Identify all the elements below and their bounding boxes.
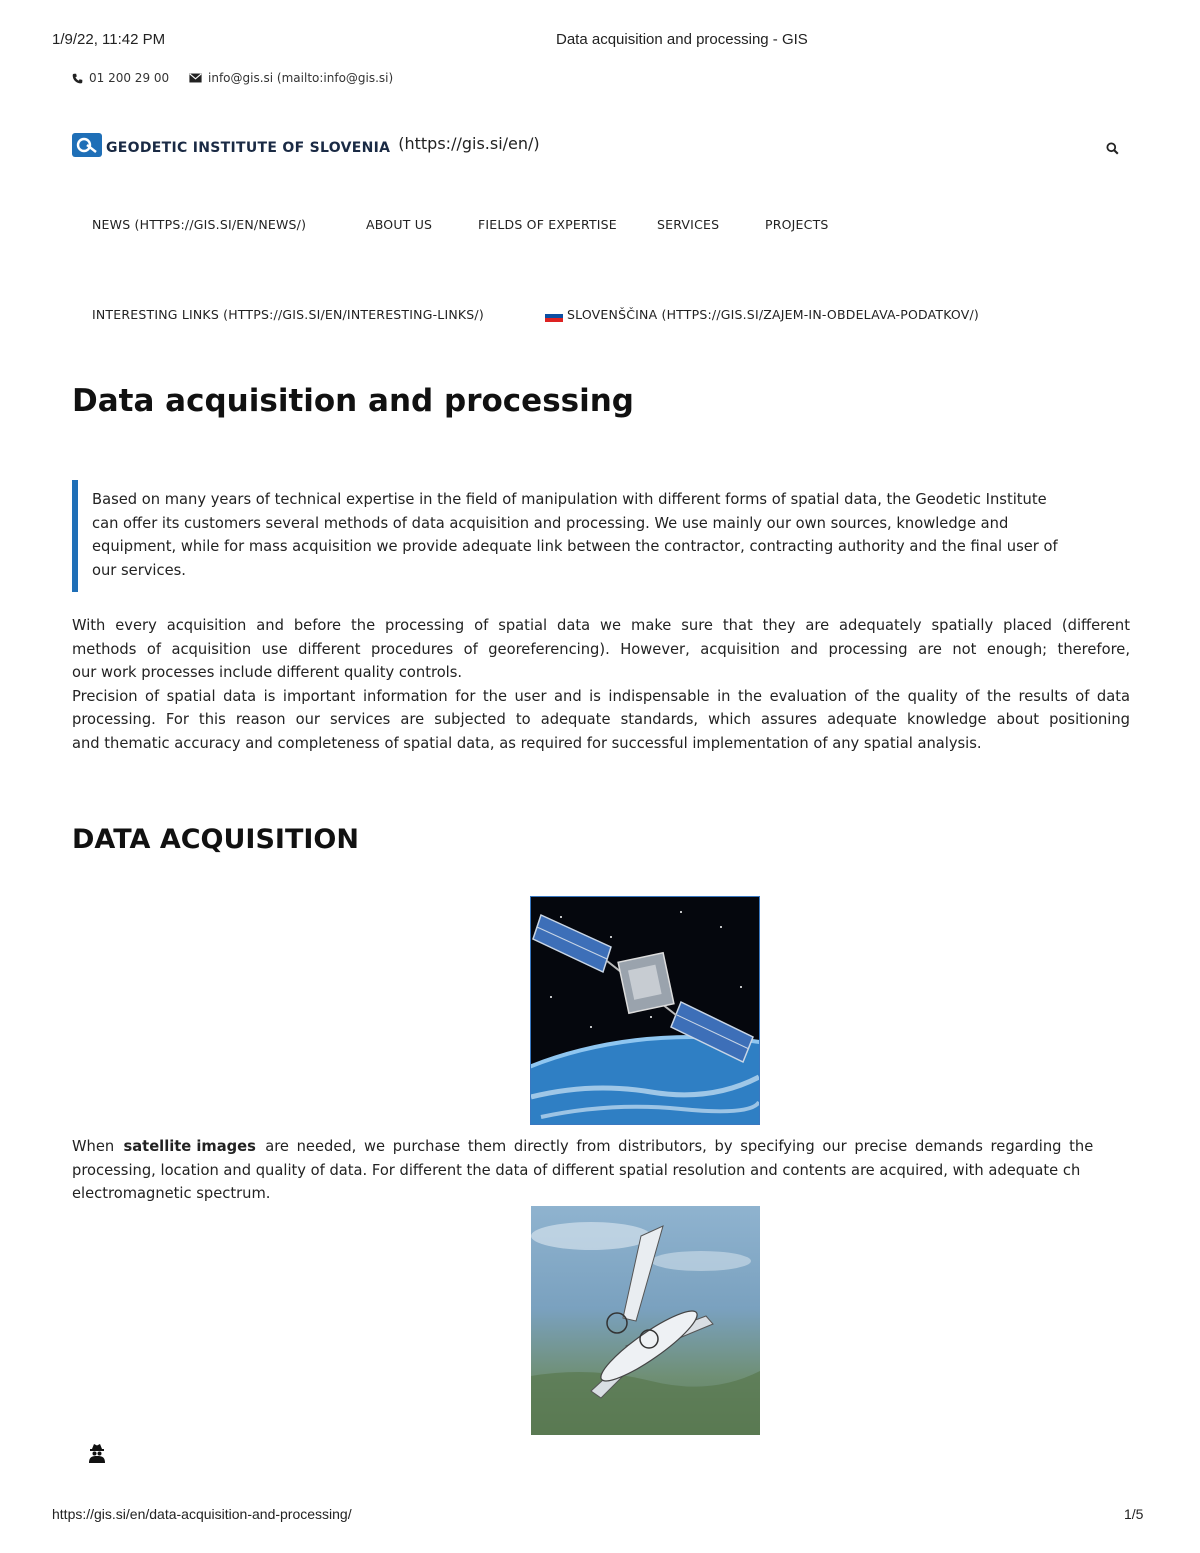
quote-line: our services. (92, 561, 186, 579)
satellite-illustration (531, 897, 759, 1124)
quote-accent-bar (72, 480, 78, 592)
body-line: methods of acquisition use different procedures of georeferencing). However, acquisition and processing are not enough; therefore, (72, 640, 1130, 658)
print-title: Data acquisition and processing - GIS (556, 31, 808, 48)
nav-item-about-us[interactable]: ABOUT US (366, 217, 433, 232)
logo-url: (https://gis.si/en/) (398, 133, 540, 153)
nav-item-language[interactable] (545, 307, 979, 322)
logo-icon (72, 133, 102, 157)
search-icon (1106, 142, 1119, 155)
body-line: and thematic accuracy and completeness of spatial data, as required for successful implementation of any spatial analysis. (72, 734, 982, 752)
quote-line: equipment, while for mass acquisition we provide adequate link between the contractor, contracting authority and the final user of (92, 538, 1058, 555)
quote-line: can offer its customers several methods of data acquisition and processing. We use mainly our own sources, knowledge and (92, 514, 1009, 532)
satellite-line-1-post: are needed, we purchase them directly from distributors, by specifying our precise demands regarding the (265, 1138, 1094, 1155)
print-footer-page: 1/5 (1124, 1506, 1144, 1522)
satellite-line-2: processing, location and quality of data. For different the data of different spatial resolution and contents are acquired, with adequate ch (72, 1161, 1081, 1179)
aircraft-image (531, 1206, 760, 1435)
satellite-line-1-pre: When (72, 1138, 115, 1155)
print-datetime: 1/9/22, 11:42 PM (52, 31, 166, 48)
section-heading-data-acquisition: DATA ACQUISITION (72, 824, 359, 855)
body-text (72, 614, 1130, 755)
phone-number: 01 200 29 00 (89, 71, 170, 85)
satellite-line-3: electromagnetic spectrum. (72, 1185, 271, 1202)
user-secret-icon (88, 1443, 106, 1463)
quote-line: Based on many years of technical expertise in the field of manipulation with different forms of spatial data, the Geodetic Institute (92, 491, 1047, 508)
logo-mark (72, 133, 102, 157)
envelope-icon (189, 73, 202, 83)
aircraft-illustration (531, 1206, 760, 1435)
body-line: processing. For this reason our services are subjected to adequate standards, which assures adequate knowledge about positioning (72, 711, 1130, 728)
logo-link[interactable] (72, 133, 540, 157)
search-button[interactable] (1106, 140, 1119, 159)
body-line: our work processes include different quality controls. (72, 664, 463, 681)
satellite-image (530, 896, 760, 1125)
nav-item-services[interactable]: SERVICES (657, 217, 720, 232)
intro-quote (92, 488, 1132, 582)
nav-item-interesting-links[interactable]: INTERESTING LINKS (HTTPS://GIS.SI/EN/INTERESTING-LINKS/) (92, 307, 484, 322)
email-contact[interactable] (189, 71, 393, 85)
email-address: info@gis.si (mailto:info@gis.si) (208, 71, 394, 85)
page-title: Data acquisition and processing (72, 383, 634, 419)
nav-item-language-label: SLOVENŠČINA (HTTPS://GIS.SI/ZAJEM-IN-OBDELAVA-PODATKOV/) (567, 307, 979, 322)
print-footer-url: https://gis.si/en/data-acquisition-and-processing/ (52, 1506, 352, 1522)
body-line: Precision of spatial data is important information for the user and is indispensable in the evaluation of the quality of the results of data (72, 687, 1130, 705)
phone-icon (72, 73, 83, 84)
satellite-paragraph (72, 1135, 1162, 1206)
phone-contact[interactable] (72, 71, 169, 85)
nav-item-news[interactable]: NEWS (HTTPS://GIS.SI/EN/NEWS/) (92, 217, 307, 232)
satellite-images-term: satellite images (123, 1138, 256, 1155)
nav-item-projects[interactable]: PROJECTS (765, 217, 829, 232)
logo-name: GEODETIC INSTITUTE OF SLOVENIA (106, 140, 391, 156)
accessibility-button[interactable] (88, 1443, 106, 1467)
nav-item-fields-of-expertise[interactable]: FIELDS OF EXPERTISE (478, 217, 617, 232)
body-line: With every acquisition and before the processing of spatial data we make sure that they are adequately spatially placed (different (72, 617, 1130, 634)
slovenia-flag-icon (545, 310, 563, 322)
satellite-line-1 (72, 1135, 1162, 1159)
